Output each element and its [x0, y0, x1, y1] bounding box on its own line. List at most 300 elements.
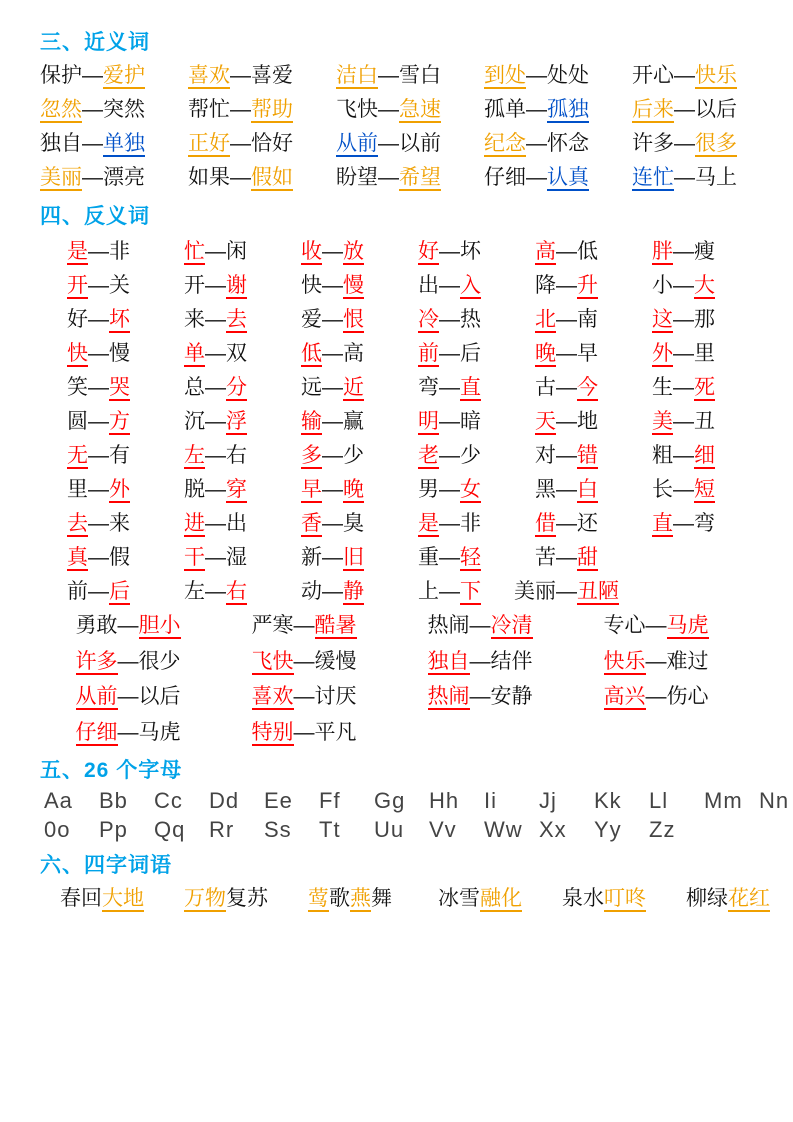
antonym-word-a: 胖: [652, 239, 673, 263]
antonym-word-a: 快: [67, 341, 88, 365]
dash-separator: —: [322, 341, 343, 365]
antonym-word-b: 少: [343, 444, 364, 468]
synonym-word-a: 从前: [336, 131, 378, 155]
dash-separator: —: [117, 614, 139, 638]
antonym-row: [40, 474, 763, 505]
antonym-word-a: 黑: [535, 478, 556, 502]
idiom-part: 融化: [480, 887, 522, 911]
synonym-pair: [40, 162, 188, 194]
antonym-pair: [40, 304, 157, 335]
antonym-pair: [157, 508, 274, 539]
dash-separator: —: [322, 239, 343, 263]
antonym-word-b: 假: [109, 546, 130, 570]
dash-separator: —: [645, 685, 667, 709]
antonym-pair: [391, 508, 508, 539]
antonym-word-b: 晚: [343, 478, 364, 502]
synonym-word-b: 爱护: [103, 64, 145, 87]
antonym-word-b: 后: [109, 580, 130, 604]
synonym-word-b: 希望: [399, 165, 441, 189]
dash-separator: —: [117, 720, 139, 744]
antonym-row: [40, 406, 763, 437]
idiom-part: 莺: [308, 887, 329, 911]
antonym-pair: [568, 646, 744, 678]
letter-pair: Hh: [429, 788, 460, 814]
antonym-word-b: 缓慢: [314, 649, 357, 673]
synonym-word-b: 帮助: [251, 97, 293, 121]
antonym-pair: [391, 542, 508, 573]
antonym-word-a: 喜欢: [251, 685, 294, 709]
antonym-word-a: 早: [301, 478, 322, 502]
antonym-word-a: 动: [301, 580, 322, 604]
antonym-word-b: 难过: [666, 649, 709, 673]
dash-separator: —: [230, 97, 251, 121]
synonym-row: [40, 60, 763, 92]
idiom-row: [40, 883, 770, 915]
dash-separator: —: [673, 273, 694, 297]
letter-pair: Ss: [264, 817, 292, 843]
antonym-word-a: 快乐: [603, 649, 646, 673]
antonym-pair: [274, 304, 391, 335]
antonym-word-a: 飞快: [251, 649, 294, 673]
antonym-pair: [157, 542, 274, 573]
synonym-pair: [484, 60, 632, 92]
antonym-word-a: 收: [301, 239, 322, 263]
synonym-pair: [484, 94, 632, 126]
letter-pair: Uu: [374, 817, 405, 843]
antonym-word-b: 赢: [343, 410, 364, 434]
antonym-word-a: 开: [67, 273, 88, 297]
dash-separator: —: [556, 546, 577, 570]
letter-pair: Yy: [594, 817, 622, 843]
antonym-pair: [625, 406, 742, 437]
synonym-word-a: 纪念: [484, 131, 526, 155]
synonym-pair: [632, 162, 784, 194]
dash-separator: —: [88, 341, 109, 365]
dash-separator: —: [556, 478, 577, 502]
synonym-word-a: 正好: [188, 131, 230, 155]
antonym-pair: [157, 440, 274, 471]
letter-pair: Qq: [154, 817, 186, 843]
antonym-pair: [508, 576, 625, 607]
antonym-pair: [40, 270, 157, 301]
dash-separator: —: [322, 512, 343, 536]
antonym-word-a: 输: [301, 410, 322, 434]
antonym-word-b: 慢: [109, 341, 130, 365]
antonym-word-b: 还: [577, 512, 598, 536]
antonym-word-b: 今: [577, 375, 598, 399]
antonym-word-a: 里: [67, 478, 88, 502]
antonym-word-b: 哭: [109, 375, 130, 399]
antonym-word-a: 美丽: [514, 580, 556, 604]
letter-pair: Pp: [99, 817, 128, 843]
dash-separator: —: [322, 410, 343, 434]
antonym-word-a: 好: [67, 307, 88, 331]
antonym-pair: [392, 681, 568, 713]
antonym-word-b: 低: [577, 239, 598, 263]
antonym-word-a: 无: [67, 444, 88, 468]
synonym-word-a: 忽然: [40, 97, 82, 121]
synonym-pair: [632, 94, 784, 126]
dash-separator: —: [526, 64, 547, 87]
antonym-word-b: 非: [460, 512, 481, 536]
idiom-part: 舞: [371, 887, 392, 911]
dash-separator: —: [556, 273, 577, 297]
antonym-pair: [568, 681, 744, 713]
antonym-row: [40, 440, 763, 471]
antonym-wide-row: [40, 717, 763, 749]
antonym-word-a: 这: [652, 307, 673, 331]
antonym-pair: [274, 372, 391, 403]
idioms-table: [40, 883, 770, 915]
antonym-word-b: 方: [109, 410, 130, 434]
dash-separator: —: [205, 273, 226, 297]
antonym-word-a: 生: [652, 375, 673, 399]
antonym-word-a: 是: [67, 239, 88, 263]
antonym-word-a: 进: [184, 512, 205, 536]
antonym-pair: [274, 474, 391, 505]
dash-separator: —: [322, 444, 343, 468]
antonym-word-a: 单: [184, 341, 205, 365]
dash-separator: —: [117, 685, 139, 709]
antonym-word-a: 从前: [75, 685, 118, 709]
synonym-word-b: 处处: [547, 64, 589, 87]
antonym-row: [40, 372, 763, 403]
antonym-word-b: 死: [694, 375, 715, 399]
antonym-word-a: 干: [184, 546, 205, 570]
antonym-pair: [274, 236, 391, 267]
dash-separator: —: [205, 375, 226, 399]
antonym-word-b: 马虎: [138, 720, 181, 744]
idiom-item: [184, 883, 308, 915]
synonym-pair: [336, 128, 484, 160]
antonym-pair: [568, 610, 744, 642]
antonym-pair: [157, 576, 274, 607]
letter-pair: Dd: [209, 788, 240, 814]
synonym-word-b: 喜爱: [251, 64, 293, 87]
antonym-pair: [40, 338, 157, 369]
antonym-pair: [274, 406, 391, 437]
antonym-word-a: 重: [418, 546, 439, 570]
antonym-pair: [508, 270, 625, 301]
idiom-item: [438, 883, 562, 915]
antonym-word-a: 特别: [251, 720, 294, 744]
antonym-word-b: 瘦: [694, 239, 715, 263]
antonym-word-a: 去: [67, 512, 88, 536]
antonym-word-a: 明: [418, 410, 439, 434]
antonym-word-b: 下: [460, 580, 481, 604]
synonym-word-b: 认真: [547, 165, 589, 189]
dash-separator: —: [378, 165, 399, 189]
idiom-item: [308, 883, 438, 915]
antonym-word-b: 臭: [343, 512, 364, 536]
letter-pair: Ll: [649, 788, 669, 814]
antonym-pair: [508, 304, 625, 335]
synonym-word-a: 开心: [632, 64, 674, 87]
antonym-word-b: 轻: [460, 546, 481, 570]
antonym-word-a: 上: [418, 580, 439, 604]
dash-separator: —: [322, 375, 343, 399]
dash-separator: —: [673, 341, 694, 365]
section-title-letters: 五、26 个字母: [40, 759, 183, 783]
antonym-word-b: 谢: [226, 273, 247, 297]
antonym-pair: [508, 406, 625, 437]
antonym-word-a: 长: [652, 478, 673, 502]
dash-separator: —: [674, 97, 695, 121]
dash-separator: —: [230, 131, 251, 155]
antonym-word-b: 外: [109, 478, 130, 502]
antonym-word-b: 地: [577, 410, 598, 434]
dash-separator: —: [439, 341, 460, 365]
letter-pair: Xx: [539, 817, 567, 843]
dash-separator: —: [293, 614, 315, 638]
antonym-pair: [157, 236, 274, 267]
synonym-pair: [336, 94, 484, 126]
dash-separator: —: [88, 580, 109, 604]
letter-pair: Kk: [594, 788, 622, 814]
antonym-word-a: 借: [535, 512, 556, 536]
antonym-word-b: 放: [343, 239, 364, 263]
antonym-word-b: 里: [694, 341, 715, 365]
synonym-word-b: 以前: [399, 131, 441, 155]
antonym-word-b: 早: [577, 341, 598, 365]
synonym-word-b: 突然: [103, 97, 145, 121]
dash-separator: —: [673, 307, 694, 331]
antonym-word-a: 弯: [418, 375, 439, 399]
synonym-pair: [336, 60, 484, 92]
letters-row: [40, 817, 763, 843]
dash-separator: —: [378, 97, 399, 121]
synonym-pair: [188, 60, 336, 92]
synonym-word-b: 孤独: [547, 97, 589, 121]
antonym-word-b: 胆小: [138, 614, 181, 638]
antonym-word-b: 白: [577, 478, 598, 502]
antonym-word-b: 关: [109, 273, 130, 297]
dash-separator: —: [322, 546, 343, 570]
antonym-pair: [216, 681, 392, 713]
antonym-pair: [625, 372, 742, 403]
antonym-pair: [391, 440, 508, 471]
synonym-word-a: 喜欢: [188, 64, 230, 87]
dash-separator: —: [439, 512, 460, 536]
antonym-word-b: 短: [694, 478, 715, 502]
antonym-wide-row: [40, 681, 763, 713]
synonym-word-b: 马上: [695, 165, 737, 189]
antonym-word-a: 北: [535, 307, 556, 331]
dash-separator: —: [82, 165, 103, 189]
dash-separator: —: [88, 512, 109, 536]
antonym-word-a: 晚: [535, 341, 556, 365]
antonym-pair: [40, 508, 157, 539]
synonym-word-a: 仔细: [484, 165, 526, 189]
idiom-part: 花红: [728, 887, 770, 911]
dash-separator: —: [88, 375, 109, 399]
dash-separator: —: [88, 546, 109, 570]
dash-separator: —: [230, 64, 251, 87]
dash-separator: —: [205, 546, 226, 570]
dash-separator: —: [556, 410, 577, 434]
antonym-pair: [157, 304, 274, 335]
antonym-pair: [40, 542, 157, 573]
antonym-pair: [274, 270, 391, 301]
antonym-word-b: 有: [109, 444, 130, 468]
synonym-pair: [40, 94, 188, 126]
antonym-wide-row: [40, 646, 763, 678]
antonym-pair: [508, 236, 625, 267]
antonym-word-b: 非: [109, 239, 130, 263]
synonym-word-a: 美丽: [40, 165, 82, 189]
dash-separator: —: [322, 478, 343, 502]
idiom-part: 复苏: [226, 887, 268, 911]
dash-separator: —: [645, 614, 667, 638]
antonym-word-b: 错: [577, 444, 598, 468]
antonym-word-a: 天: [535, 410, 556, 434]
antonym-pair: [40, 474, 157, 505]
antonym-pair: [274, 508, 391, 539]
section-title-synonyms: 三、近义词: [40, 31, 150, 54]
antonym-word-a: 多: [301, 444, 322, 468]
antonym-word-b: 少: [460, 444, 481, 468]
idiom-part: 冰雪: [438, 887, 480, 911]
antonym-word-b: 酷暑: [314, 614, 357, 638]
antonym-pair: [274, 440, 391, 471]
antonym-pair: [508, 508, 625, 539]
dash-separator: —: [469, 649, 491, 673]
dash-separator: —: [205, 239, 226, 263]
antonym-row: [40, 338, 763, 369]
antonym-word-a: 独自: [427, 649, 470, 673]
dash-separator: —: [673, 239, 694, 263]
antonym-word-b: 恨: [343, 307, 364, 331]
antonym-pair: [391, 304, 508, 335]
antonym-pair: [40, 646, 216, 678]
synonym-pair: [188, 94, 336, 126]
idiom-part: 春回: [60, 887, 102, 911]
letter-pair: Bb: [99, 788, 128, 814]
antonym-row: [40, 270, 763, 301]
antonym-word-b: 弯: [694, 512, 715, 536]
dash-separator: —: [322, 307, 343, 331]
antonym-word-a: 新: [301, 546, 322, 570]
letter-pair: Nn: [759, 788, 790, 814]
antonym-word-b: 丑: [694, 410, 715, 434]
antonym-word-a: 前: [418, 341, 439, 365]
synonym-pair: [188, 128, 336, 160]
antonym-word-b: 出: [226, 512, 247, 536]
antonym-word-b: 高: [343, 341, 364, 365]
antonym-word-a: 男: [418, 478, 439, 502]
antonym-word-a: 古: [535, 375, 556, 399]
dash-separator: —: [439, 410, 460, 434]
antonym-word-b: 入: [460, 273, 481, 297]
dash-separator: —: [205, 478, 226, 502]
antonym-word-a: 低: [301, 341, 322, 365]
idiom-item: [562, 883, 686, 915]
antonym-word-a: 热闹: [427, 614, 470, 638]
antonym-word-a: 来: [184, 307, 205, 331]
dash-separator: —: [439, 273, 460, 297]
antonym-word-b: 丑陋: [577, 580, 619, 604]
antonym-word-b: 马虎: [666, 614, 709, 638]
antonym-word-a: 开: [184, 273, 205, 297]
antonym-pair: [274, 576, 391, 607]
dash-separator: —: [205, 512, 226, 536]
dash-separator: —: [673, 478, 694, 502]
synonym-pair: [40, 60, 188, 92]
dash-separator: —: [88, 478, 109, 502]
letter-pair: Gg: [374, 788, 406, 814]
antonym-pair: [40, 717, 216, 749]
synonym-word-a: 孤单: [484, 97, 526, 121]
antonym-row: [40, 236, 763, 267]
antonym-word-a: 降: [535, 273, 556, 297]
antonym-row: [40, 304, 763, 335]
antonym-word-b: 女: [460, 478, 481, 502]
idiom-part: 泉水: [562, 887, 604, 911]
antonym-word-a: 脱: [184, 478, 205, 502]
letter-pair: Vv: [429, 817, 457, 843]
antonym-pair: [40, 681, 216, 713]
dash-separator: —: [645, 649, 667, 673]
antonym-word-b: 来: [109, 512, 130, 536]
antonym-word-b: 坏: [460, 239, 481, 263]
antonym-word-a: 出: [418, 273, 439, 297]
synonym-pair: [632, 128, 784, 160]
dash-separator: —: [205, 410, 226, 434]
synonym-pair: [484, 162, 632, 194]
dash-separator: —: [205, 580, 226, 604]
antonym-pair: [625, 542, 742, 573]
synonym-word-b: 快乐: [695, 64, 737, 87]
dash-separator: —: [378, 64, 399, 87]
antonym-pair: [274, 542, 391, 573]
antonym-word-a: 笑: [67, 375, 88, 399]
dash-separator: —: [205, 341, 226, 365]
antonym-word-a: 忙: [184, 239, 205, 263]
dash-separator: —: [88, 444, 109, 468]
antonym-pair: [391, 372, 508, 403]
antonym-word-a: 前: [67, 580, 88, 604]
antonym-word-b: 右: [226, 580, 247, 604]
antonym-word-a: 严寒: [251, 614, 294, 638]
antonym-word-b: 讨厌: [314, 685, 357, 709]
antonym-word-b: 闲: [226, 239, 247, 263]
synonym-word-a: 盼望: [336, 165, 378, 189]
synonym-pair: [484, 128, 632, 160]
dash-separator: —: [673, 375, 694, 399]
dash-separator: —: [673, 444, 694, 468]
antonym-pair: [625, 304, 742, 335]
dash-separator: —: [556, 341, 577, 365]
antonym-word-b: 静: [343, 580, 364, 604]
dash-separator: —: [230, 165, 251, 189]
antonym-pair: [40, 236, 157, 267]
synonym-row: [40, 162, 763, 194]
dash-separator: —: [556, 307, 577, 331]
antonym-word-a: 爱: [301, 307, 322, 331]
antonym-pair: [508, 440, 625, 471]
antonym-word-a: 直: [652, 512, 673, 536]
synonym-word-a: 独自: [40, 131, 82, 155]
dash-separator: —: [82, 64, 103, 87]
antonym-pair: [508, 338, 625, 369]
antonym-pair: [40, 406, 157, 437]
letter-pair: Tt: [319, 817, 341, 843]
idiom-part: 叮咚: [604, 887, 646, 911]
synonym-word-a: 到处: [484, 64, 526, 87]
dash-separator: —: [378, 131, 399, 155]
dash-separator: —: [674, 165, 695, 189]
synonym-pair: [336, 162, 484, 194]
